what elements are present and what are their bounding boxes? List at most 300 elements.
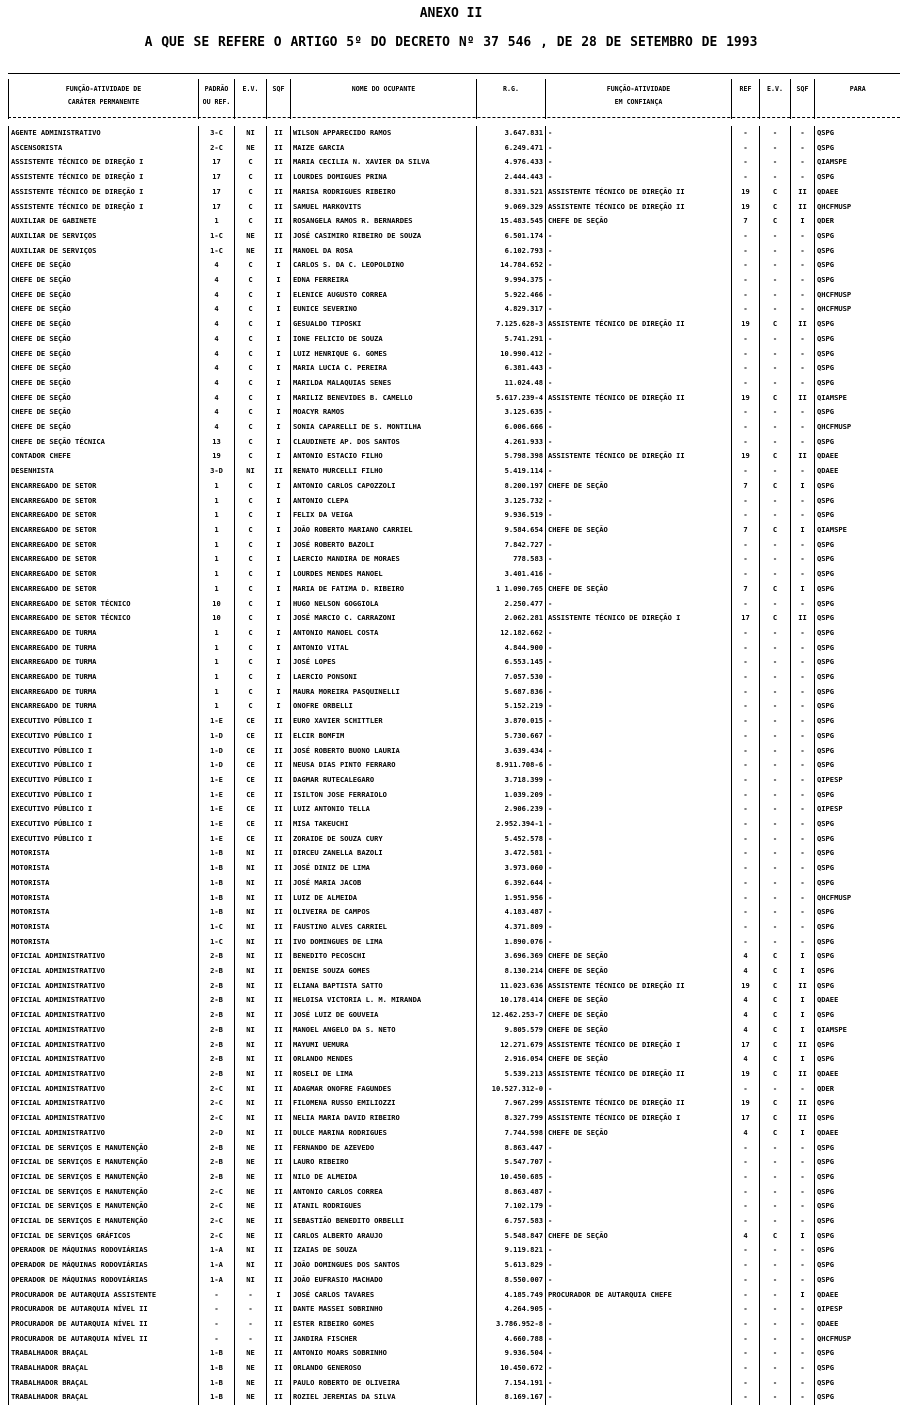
cell-rg: 8.863.487: [477, 1185, 546, 1200]
cell-sqf2: -: [791, 494, 815, 509]
cell-ref: -: [732, 1361, 760, 1376]
cell-sqf: I: [267, 317, 291, 332]
cell-confianca: -: [546, 273, 732, 288]
cell-ev2: -: [760, 1390, 791, 1405]
cell-padrao: 1-D: [199, 744, 235, 759]
cell-confianca: -: [546, 229, 732, 244]
cell-sqf: II: [267, 1038, 291, 1053]
cell-ev2: C: [760, 1096, 791, 1111]
cell-nome: CARLOS ALBERTO ARAUJO: [291, 1229, 477, 1244]
cell-funcao: ASCENSORISTA: [9, 141, 199, 156]
cell-ref: 4: [732, 993, 760, 1008]
cell-ev: NI: [235, 949, 267, 964]
table-row: [9, 391, 901, 406]
cell-confianca: -: [546, 1170, 732, 1185]
cell-sqf2: -: [791, 538, 815, 553]
cell-ev: C: [235, 155, 267, 170]
table-row: [9, 861, 901, 876]
cell-sqf2: -: [791, 935, 815, 950]
cell-sqf: I: [267, 655, 291, 670]
cell-sqf2: -: [791, 126, 815, 141]
cell-ref: 17: [732, 1111, 760, 1126]
cell-padrao: 1: [199, 552, 235, 567]
cell-ref: -: [732, 155, 760, 170]
cell-sqf: II: [267, 1126, 291, 1141]
cell-sqf2: -: [791, 670, 815, 685]
cell-ev2: C: [760, 1229, 791, 1244]
cell-rg: 5.741.291: [477, 332, 546, 347]
cell-ev: C: [235, 508, 267, 523]
cell-ev: NE: [235, 1376, 267, 1391]
cell-confianca: -: [546, 1214, 732, 1229]
cell-funcao: ENCARREGADO DE TURMA: [9, 699, 199, 714]
cell-ev2: C: [760, 1052, 791, 1067]
cell-ref: -: [732, 920, 760, 935]
cell-ref: 4: [732, 964, 760, 979]
cell-sqf2: -: [791, 1199, 815, 1214]
cell-padrao: 1-D: [199, 758, 235, 773]
cell-ev2: -: [760, 1199, 791, 1214]
cell-nome: JOÃO EUFRASIO MACHADO: [291, 1273, 477, 1288]
cell-rg: 6.102.793: [477, 244, 546, 259]
cell-para: QSPG: [815, 905, 901, 920]
cell-sqf: I: [267, 641, 291, 656]
cell-nome: ANTONIO MOARS SOBRINHO: [291, 1346, 477, 1361]
cell-ev2: -: [760, 832, 791, 847]
cell-rg: 8.550.007: [477, 1273, 546, 1288]
cell-confianca: -: [546, 685, 732, 700]
cell-sqf: II: [267, 1390, 291, 1405]
cell-funcao: MOTORISTA: [9, 905, 199, 920]
table-row: [9, 655, 901, 670]
cell-ev: C: [235, 479, 267, 494]
cell-rg: 9.936.504: [477, 1346, 546, 1361]
table-row: [9, 1376, 901, 1391]
cell-sqf: II: [267, 758, 291, 773]
cell-ref: 19: [732, 317, 760, 332]
cell-ev: CE: [235, 802, 267, 817]
cell-ev2: -: [760, 655, 791, 670]
cell-sqf: II: [267, 832, 291, 847]
cell-sqf2: I: [791, 949, 815, 964]
cell-para: QSPG: [815, 611, 901, 626]
cell-funcao: EXECUTIVO PÚBLICO I: [9, 788, 199, 803]
cell-ev: NE: [235, 1390, 267, 1405]
cell-ev: CE: [235, 744, 267, 759]
cell-nome: JOSÉ CARLOS TAVARES: [291, 1288, 477, 1303]
cell-ev2: -: [760, 685, 791, 700]
cell-ev2: -: [760, 861, 791, 876]
cell-ref: -: [732, 773, 760, 788]
table-row: [9, 979, 901, 994]
cell-para: QSPG: [815, 126, 901, 141]
cell-nome: ISILTON JOSE FERRAIOLO: [291, 788, 477, 803]
cell-ev: NI: [235, 905, 267, 920]
cell-ev: NE: [235, 244, 267, 259]
cell-ref: 19: [732, 979, 760, 994]
table-row: [9, 244, 901, 259]
cell-ref: -: [732, 699, 760, 714]
cell-padrao: 10: [199, 611, 235, 626]
cell-funcao: EXECUTIVO PÚBLICO I: [9, 744, 199, 759]
cell-ev2: -: [760, 420, 791, 435]
cell-ref: -: [732, 258, 760, 273]
cell-ev: NE: [235, 1229, 267, 1244]
cell-sqf: II: [267, 185, 291, 200]
cell-padrao: 3-D: [199, 464, 235, 479]
cell-sqf2: -: [791, 302, 815, 317]
cell-padrao: 1: [199, 685, 235, 700]
cell-funcao: OFICIAL ADMINISTRATIVO: [9, 979, 199, 994]
cell-padrao: 1: [199, 626, 235, 641]
cell-sqf: I: [267, 258, 291, 273]
cell-sqf2: -: [791, 788, 815, 803]
cell-nome: LAERCIO MANDIRA DE MORAES: [291, 552, 477, 567]
cell-confianca: -: [546, 170, 732, 185]
cell-rg: 9.119.821: [477, 1243, 546, 1258]
cell-ref: -: [732, 891, 760, 906]
cell-sqf2: -: [791, 891, 815, 906]
cell-confianca: -: [546, 1376, 732, 1391]
cell-para: QDAEE: [815, 185, 901, 200]
cell-ev: NI: [235, 891, 267, 906]
cell-confianca: -: [546, 347, 732, 362]
cell-ev2: -: [760, 773, 791, 788]
cell-nome: SONIA CAPARELLI DE S. MONTILHA: [291, 420, 477, 435]
cell-nome: NELIA MARIA DAVID RIBEIRO: [291, 1111, 477, 1126]
cell-ref: -: [732, 376, 760, 391]
cell-rg: 6.757.583: [477, 1214, 546, 1229]
cell-padrao: 1-C: [199, 935, 235, 950]
cell-padrao: 4: [199, 347, 235, 362]
cell-para: QHCFMUSP: [815, 891, 901, 906]
cell-ev: C: [235, 655, 267, 670]
cell-rg: 12.182.662: [477, 626, 546, 641]
cell-ev2: -: [760, 597, 791, 612]
table-row: [9, 479, 901, 494]
cell-ref: -: [732, 802, 760, 817]
cell-sqf: II: [267, 1229, 291, 1244]
cell-padrao: 1-B: [199, 1376, 235, 1391]
cell-para: QIAMSPE: [815, 391, 901, 406]
cell-sqf: II: [267, 1258, 291, 1273]
cell-nome: HELOISA VICTORIA L. M. MIRANDA: [291, 993, 477, 1008]
table-row: [9, 1155, 901, 1170]
cell-padrao: 2-B: [199, 1052, 235, 1067]
cell-padrao: 4: [199, 376, 235, 391]
cell-rg: 10.178.414: [477, 993, 546, 1008]
cell-confianca: -: [546, 538, 732, 553]
cell-confianca: -: [546, 508, 732, 523]
cell-rg: 8.130.214: [477, 964, 546, 979]
cell-padrao: 1-A: [199, 1273, 235, 1288]
cell-sqf2: -: [791, 773, 815, 788]
cell-confianca: ASSISTENTE TÉCNICO DE DIREÇÃO I: [546, 611, 732, 626]
cell-nome: DAGMAR RUTECALEGARO: [291, 773, 477, 788]
cell-funcao: ENCARREGADO DE TURMA: [9, 641, 199, 656]
cell-para: QSPG: [815, 1361, 901, 1376]
cell-ev2: -: [760, 302, 791, 317]
cell-nome: LUIZ DE ALMEIDA: [291, 891, 477, 906]
cell-sqf: II: [267, 464, 291, 479]
cell-sqf2: -: [791, 1302, 815, 1317]
cell-para: QHCFMUSP: [815, 1332, 901, 1347]
cell-padrao: 1: [199, 567, 235, 582]
cell-ev: NI: [235, 1052, 267, 1067]
cell-para: QSPG: [815, 1008, 901, 1023]
cell-sqf: II: [267, 1067, 291, 1082]
header-ref: REF: [732, 79, 760, 119]
cell-sqf2: -: [791, 405, 815, 420]
cell-confianca: CHEFE DE SEÇÃO: [546, 214, 732, 229]
cell-confianca: -: [546, 817, 732, 832]
cell-sqf: II: [267, 817, 291, 832]
cell-confianca: -: [546, 1332, 732, 1347]
cell-sqf2: II: [791, 449, 815, 464]
cell-para: QSPG: [815, 258, 901, 273]
cell-sqf: I: [267, 302, 291, 317]
cell-ev: NI: [235, 964, 267, 979]
cell-sqf2: I: [791, 993, 815, 1008]
cell-sqf2: -: [791, 744, 815, 759]
cell-padrao: 1-E: [199, 802, 235, 817]
header-ev: E.V.: [235, 79, 267, 119]
cell-sqf: I: [267, 449, 291, 464]
cell-nome: MOACYR RAMOS: [291, 405, 477, 420]
cell-nome: LUIZ ANTONIO TELLA: [291, 802, 477, 817]
cell-funcao: OFICIAL DE SERVIÇOS E MANUTENÇÃO: [9, 1141, 199, 1156]
cell-ev2: -: [760, 1273, 791, 1288]
cell-rg: 4.185.749: [477, 1288, 546, 1303]
cell-sqf: II: [267, 876, 291, 891]
cell-sqf: II: [267, 1170, 291, 1185]
cell-funcao: OFICIAL DE SERVIÇOS E MANUTENÇÃO: [9, 1185, 199, 1200]
cell-ev2: C: [760, 523, 791, 538]
cell-funcao: TRABALHADOR BRAÇAL: [9, 1390, 199, 1405]
cell-ev2: -: [760, 1288, 791, 1303]
cell-confianca: -: [546, 729, 732, 744]
cell-para: QSPG: [815, 788, 901, 803]
cell-funcao: OFICIAL ADMINISTRATIVO: [9, 949, 199, 964]
cell-ev2: -: [760, 1332, 791, 1347]
cell-funcao: CHEFE DE SEÇÃO: [9, 420, 199, 435]
cell-sqf2: -: [791, 1258, 815, 1273]
cell-confianca: -: [546, 597, 732, 612]
cell-ev: C: [235, 685, 267, 700]
cell-funcao: MOTORISTA: [9, 846, 199, 861]
cell-ev2: -: [760, 361, 791, 376]
cell-ev2: -: [760, 273, 791, 288]
cell-sqf2: -: [791, 832, 815, 847]
cell-ev2: -: [760, 258, 791, 273]
table-row: [9, 1332, 901, 1347]
cell-sqf: II: [267, 1082, 291, 1097]
cell-nome: MARIA LUCIA C. PEREIRA: [291, 361, 477, 376]
cell-ev2: -: [760, 170, 791, 185]
cell-para: QSPG: [815, 714, 901, 729]
cell-confianca: -: [546, 846, 732, 861]
cell-ev2: -: [760, 1170, 791, 1185]
cell-ev2: -: [760, 846, 791, 861]
cell-rg: 2.906.239: [477, 802, 546, 817]
cell-padrao: 1-C: [199, 920, 235, 935]
cell-ref: 19: [732, 391, 760, 406]
cell-rg: 4.264.905: [477, 1302, 546, 1317]
cell-ref: -: [732, 1141, 760, 1156]
cell-confianca: -: [546, 302, 732, 317]
cell-ev: C: [235, 597, 267, 612]
cell-ev2: C: [760, 949, 791, 964]
cell-para: QSPG: [815, 1229, 901, 1244]
cell-funcao: ENCARREGADO DE TURMA: [9, 626, 199, 641]
cell-funcao: CHEFE DE SEÇÃO: [9, 288, 199, 303]
cell-confianca: CHEFE DE SEÇÃO: [546, 1023, 732, 1038]
cell-para: QSPG: [815, 876, 901, 891]
table-row: [9, 1126, 901, 1141]
cell-para: QSPG: [815, 479, 901, 494]
cell-rg: 3.401.416: [477, 567, 546, 582]
cell-rg: 5.617.239-4: [477, 391, 546, 406]
cell-nome: IONE FELICIO DE SOUZA: [291, 332, 477, 347]
cell-sqf: II: [267, 1243, 291, 1258]
cell-sqf2: I: [791, 1229, 815, 1244]
cell-sqf2: II: [791, 1096, 815, 1111]
cell-para: QIPESP: [815, 1302, 901, 1317]
cell-ref: -: [732, 405, 760, 420]
cell-ev: C: [235, 435, 267, 450]
cell-ev2: C: [760, 1038, 791, 1053]
cell-funcao: OFICIAL ADMINISTRATIVO: [9, 1023, 199, 1038]
table-row: [9, 626, 901, 641]
cell-ev: -: [235, 1288, 267, 1303]
cell-funcao: OFICIAL ADMINISTRATIVO: [9, 1067, 199, 1082]
cell-padrao: 1-A: [199, 1243, 235, 1258]
cell-confianca: -: [546, 126, 732, 141]
cell-ref: -: [732, 744, 760, 759]
cell-rg: 5.613.829: [477, 1258, 546, 1273]
cell-rg: 8.169.167: [477, 1390, 546, 1405]
cell-ev: C: [235, 626, 267, 641]
table-row: [9, 1082, 901, 1097]
cell-rg: 3.125.732: [477, 494, 546, 509]
cell-sqf2: -: [791, 802, 815, 817]
cell-nome: SEBASTIÃO BENEDITO ORBELLI: [291, 1214, 477, 1229]
cell-rg: 4.261.933: [477, 435, 546, 450]
cell-para: QSPG: [815, 817, 901, 832]
cell-nome: JOSÉ CASIMIRO RIBEIRO DE SOUZA: [291, 229, 477, 244]
cell-ev: NE: [235, 1361, 267, 1376]
cell-ref: -: [732, 552, 760, 567]
cell-sqf2: II: [791, 1111, 815, 1126]
cell-nome: ANTONIO VITAL: [291, 641, 477, 656]
cell-funcao: EXECUTIVO PÚBLICO I: [9, 758, 199, 773]
cell-nome: MARIA DE FATIMA D. RIBEIRO: [291, 582, 477, 597]
cell-nome: MARILDA MALAQUIAS SENES: [291, 376, 477, 391]
cell-confianca: CHEFE DE SEÇÃO: [546, 479, 732, 494]
cell-ev: NI: [235, 861, 267, 876]
cell-sqf: I: [267, 508, 291, 523]
cell-padrao: 10: [199, 597, 235, 612]
cell-para: QSPG: [815, 744, 901, 759]
cell-sqf: II: [267, 1111, 291, 1126]
table-row: [9, 1346, 901, 1361]
cell-confianca: -: [546, 891, 732, 906]
table-row: [9, 832, 901, 847]
cell-ev: C: [235, 170, 267, 185]
cell-funcao: ENCARREGADO DE SETOR TÉCNICO: [9, 597, 199, 612]
cell-para: QSPG: [815, 979, 901, 994]
cell-ev: NI: [235, 1243, 267, 1258]
table-row: [9, 1214, 901, 1229]
cell-funcao: OFICIAL DE SERVIÇOS GRÁFICOS: [9, 1229, 199, 1244]
cell-padrao: 17: [199, 200, 235, 215]
header-sqf2: SQF: [791, 79, 815, 119]
cell-funcao: CHEFE DE SEÇÃO: [9, 332, 199, 347]
table-row: [9, 641, 901, 656]
cell-rg: 8.911.708-6: [477, 758, 546, 773]
cell-padrao: 2-B: [199, 1067, 235, 1082]
cell-sqf2: -: [791, 508, 815, 523]
cell-sqf: I: [267, 670, 291, 685]
cell-nome: MANOEL ANGELO DA S. NETO: [291, 1023, 477, 1038]
cell-padrao: 1-E: [199, 773, 235, 788]
cell-padrao: 4: [199, 273, 235, 288]
cell-padrao: 2-B: [199, 1141, 235, 1156]
cell-nome: MISA TAKEUCHI: [291, 817, 477, 832]
cell-rg: 14.784.652: [477, 258, 546, 273]
cell-ev: C: [235, 258, 267, 273]
cell-para: QSPG: [815, 1052, 901, 1067]
cell-ref: -: [732, 1332, 760, 1347]
cell-ref: -: [732, 670, 760, 685]
cell-para: QSPG: [815, 729, 901, 744]
cell-sqf: II: [267, 729, 291, 744]
cell-ev2: -: [760, 802, 791, 817]
table-row: [9, 1302, 901, 1317]
table-row: [9, 538, 901, 553]
cell-para: QSPG: [815, 376, 901, 391]
cell-padrao: 2-C: [199, 1185, 235, 1200]
cell-padrao: 1-E: [199, 714, 235, 729]
cell-confianca: CHEFE DE SEÇÃO: [546, 964, 732, 979]
cell-sqf2: -: [791, 244, 815, 259]
cell-sqf2: I: [791, 1008, 815, 1023]
cell-ev: C: [235, 582, 267, 597]
table-row: [9, 508, 901, 523]
cell-ev2: -: [760, 332, 791, 347]
table-row: [9, 1141, 901, 1156]
cell-ev: C: [235, 523, 267, 538]
cell-sqf: II: [267, 155, 291, 170]
cell-ref: 7: [732, 214, 760, 229]
cell-sqf2: -: [791, 1390, 815, 1405]
cell-sqf2: -: [791, 567, 815, 582]
cell-confianca: ASSISTENTE TÉCNICO DE DIREÇÃO II: [546, 200, 732, 215]
table-row: [9, 611, 901, 626]
cell-confianca: -: [546, 1346, 732, 1361]
table-row: [9, 200, 901, 215]
cell-sqf: II: [267, 170, 291, 185]
cell-ref: -: [732, 641, 760, 656]
cell-ev: NE: [235, 1141, 267, 1156]
cell-para: QDAEE: [815, 993, 901, 1008]
cell-ev: NI: [235, 846, 267, 861]
cell-para: QDER: [815, 1082, 901, 1097]
cell-confianca: -: [546, 155, 732, 170]
header-confianca: FUNÇÃO-ATIVIDADE EM CONFIANÇA: [546, 79, 732, 119]
cell-sqf2: II: [791, 391, 815, 406]
cell-sqf2: II: [791, 1038, 815, 1053]
